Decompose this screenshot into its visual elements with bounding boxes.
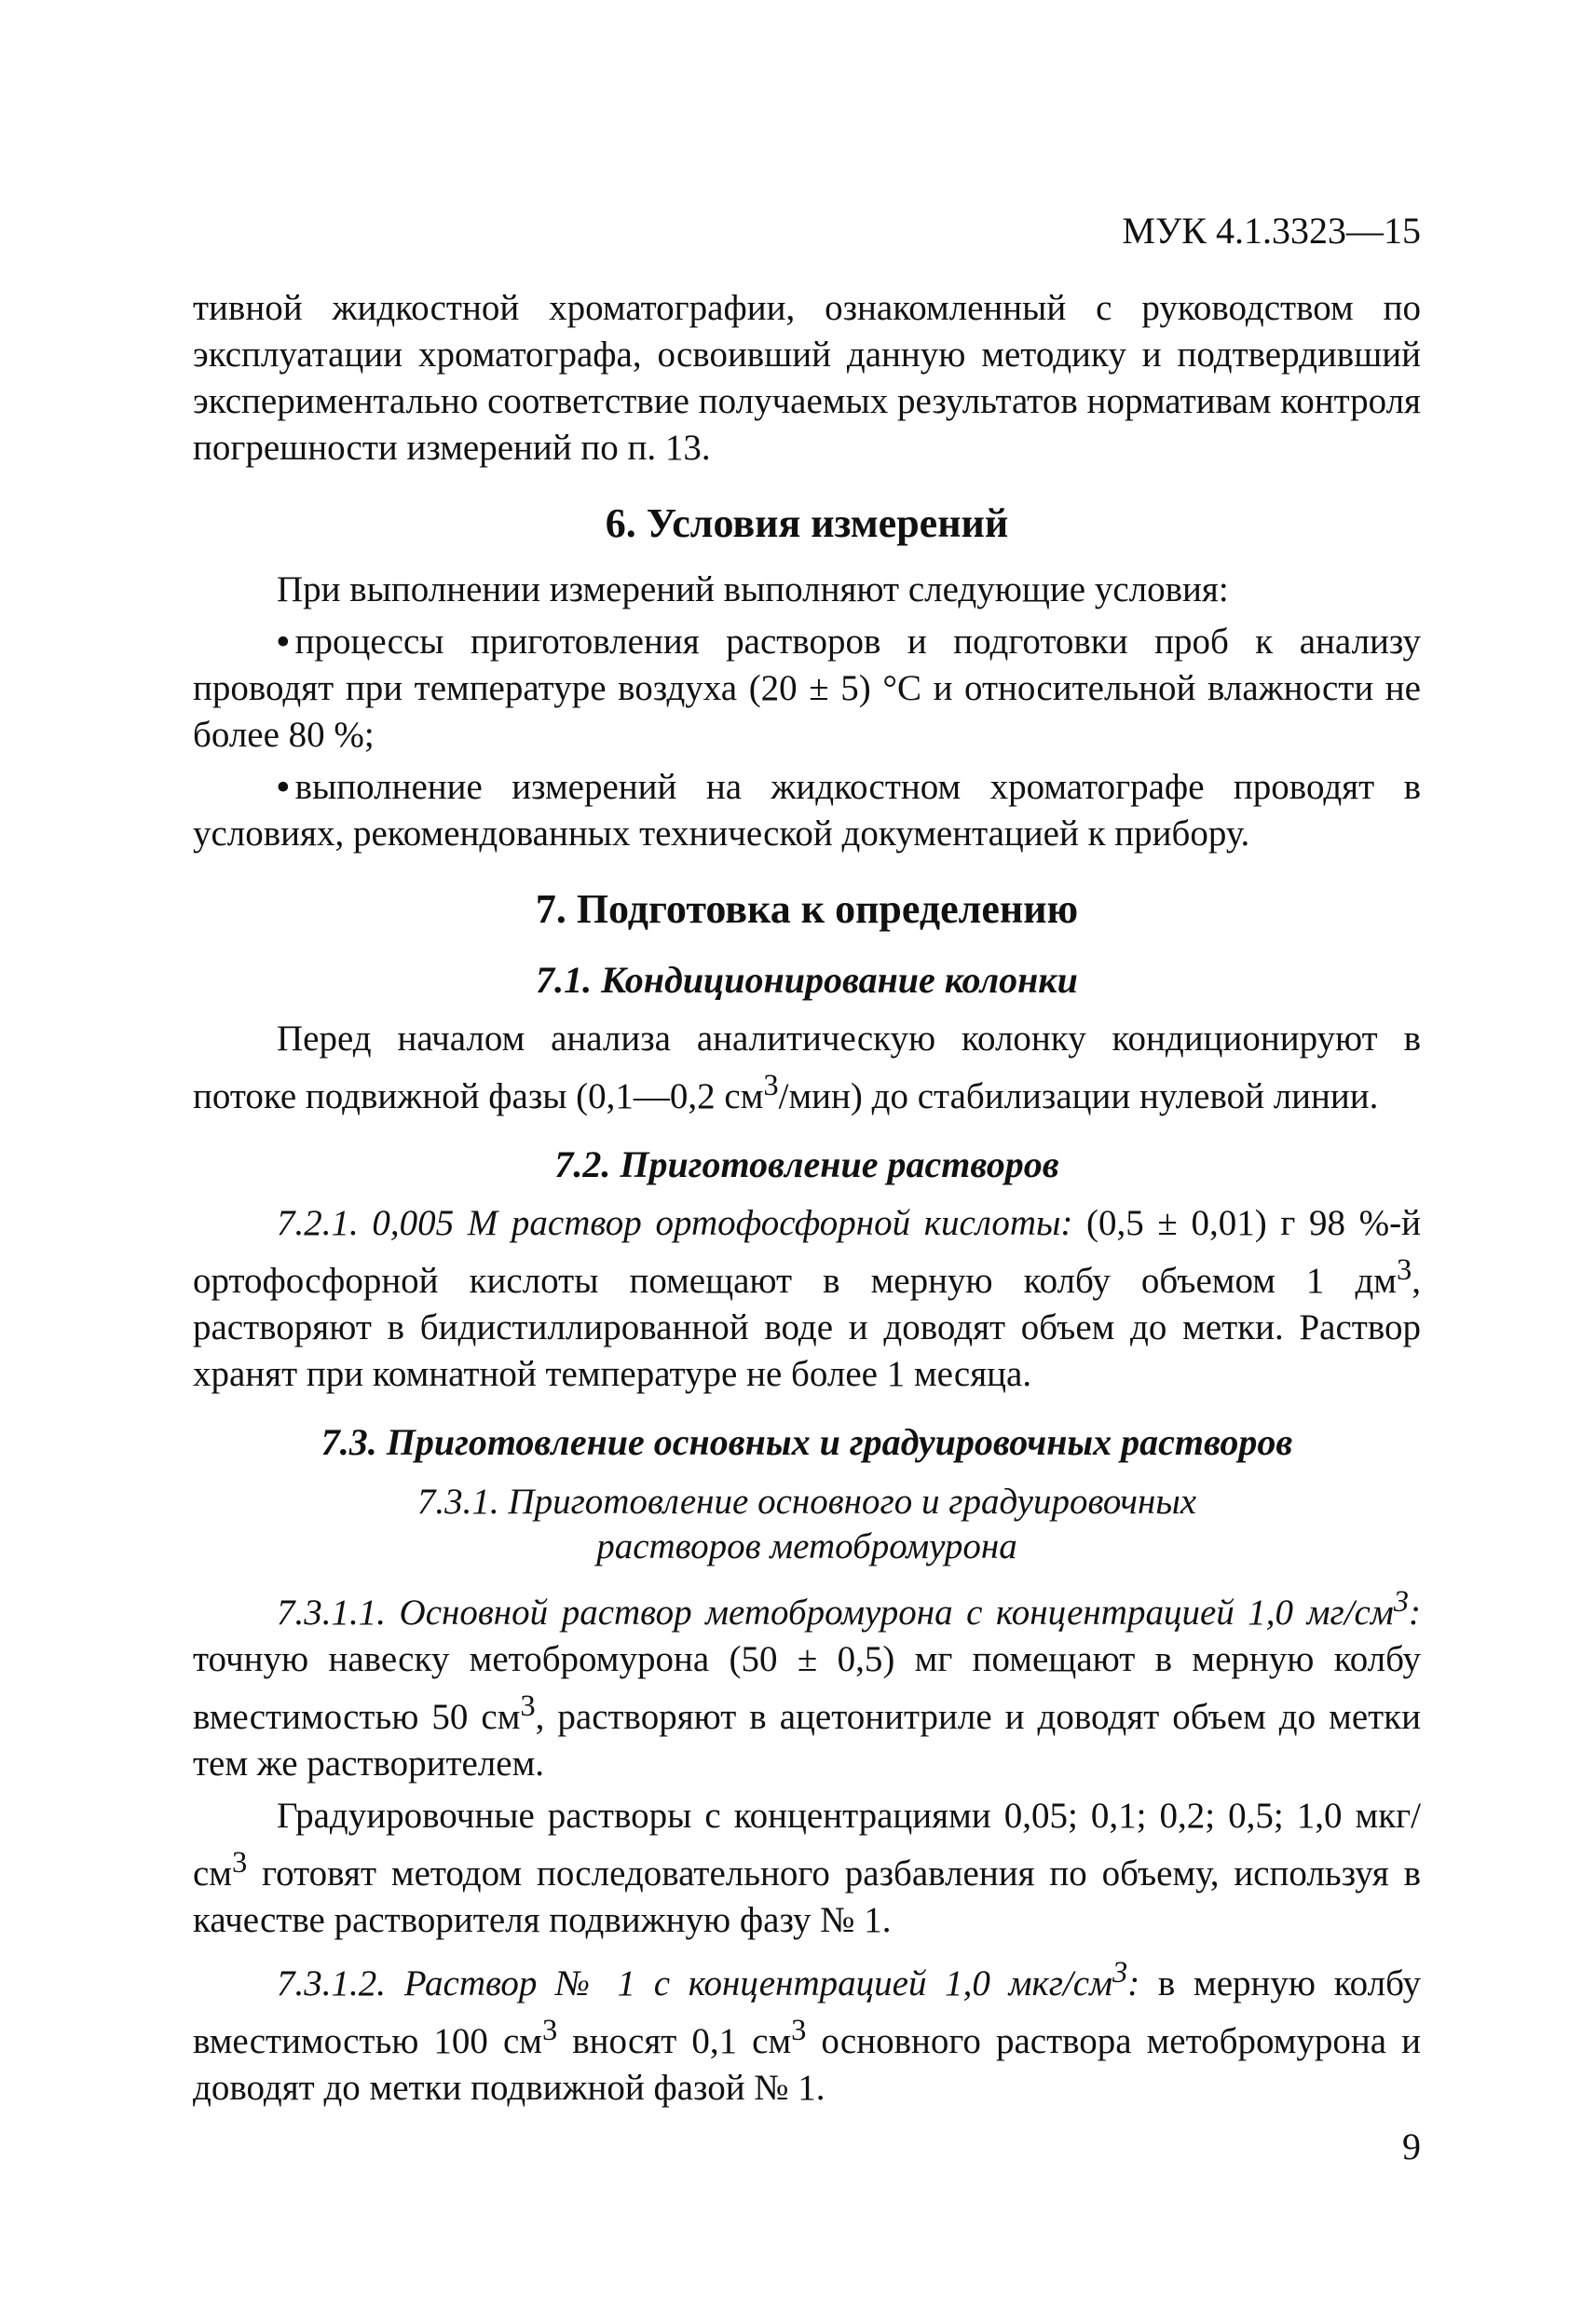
subsection-label: : <box>1127 1963 1140 2003</box>
text-run: /мин) до стабилизации нулевой линии. <box>778 1076 1379 1116</box>
superscript: 3 <box>520 1689 536 1723</box>
calibration-text <box>193 1793 1421 1944</box>
subsection-label: 7.3.1.2. Раствор № 1 с концентрацией 1,0 мкг/см <box>277 1963 1112 2003</box>
title-line: 7.3.1. Приготовление основного и градуировочных <box>416 1482 1197 1522</box>
section-7-2-title: 7.2. Приготовление растворов <box>554 1143 1059 1185</box>
superscript: 3 <box>763 1069 779 1102</box>
superscript: 3 <box>541 2014 558 2047</box>
section-7-2-1-text <box>193 1200 1421 1398</box>
bullet-text: выполнение измерений на жидкостном хроматографе проводят в условиях, рекомендованных технической документацией к прибору. <box>193 767 1421 854</box>
page-number: 9 <box>1402 2126 1421 2167</box>
text-run: Градуировочные растворы с концентрациями 0,05; 0,1; 0,2; 0,5; 1,0 мкг/см <box>193 1796 1421 1894</box>
subsection-label: : <box>1409 1593 1421 1633</box>
subsection-label: 7.3.1.1. Основной раствор метобромурона с концентрацией 1,0 мг/см <box>277 1593 1394 1633</box>
bullet-icon: • <box>277 622 290 662</box>
superscript: 3 <box>791 2014 807 2047</box>
document-code: МУК 4.1.3323—15 <box>1122 210 1421 252</box>
title-line: растворов метобромурона <box>596 1526 1017 1566</box>
section-6-lead: При выполнении измерений выполняют следующие условия: <box>277 569 1229 609</box>
section-6-title: 6. Условия измерений <box>605 500 1009 546</box>
section-6-bullet-1 <box>193 619 1421 759</box>
section-7-3-1-title <box>193 1480 1421 1569</box>
text-run: готовят методом последовательного разбавления по объему, используя в качестве растворителя подвижную фазу № 1. <box>193 1853 1421 1940</box>
superscript: 3 <box>1397 1253 1412 1287</box>
bullet-icon: • <box>277 767 290 807</box>
section-7-1-title: 7.1. Кондиционирование колонки <box>536 959 1078 1001</box>
superscript: 3 <box>1393 1585 1409 1619</box>
text-run: , растворяют в бидистиллированной воде и доводят объем до метки. Раствор хранят при комнатной температуре не более 1 месяца. <box>193 1261 1421 1394</box>
text-run: основного раствора метобромурона и доводят до метки подвижной фазой № 1. <box>193 2021 1422 2108</box>
text-run: (0,5 ± 0,01) г 98 %-й ортофосфорной кислоты помещают в мерную колбу объемом 1 дм <box>193 1203 1421 1301</box>
superscript: 3 <box>1112 1956 1128 1990</box>
text-run: в мерную колбу вместимостью 100 см <box>193 1963 1421 2061</box>
text-run: , растворяют в ацетонитриле и доводят объем до метки тем же растворителем. <box>193 1697 1421 1784</box>
text-run: точную навеску метобромурона (50 ± 0,5) мг помещают в мерную колбу вместимостью 50 см <box>193 1639 1421 1737</box>
subsection-label: 7.2.1. 0,005 М раствор ортофосфорной кислоты: <box>277 1203 1073 1243</box>
section-7-3-1-1-text <box>193 1579 1421 1787</box>
section-7-title: 7. Подготовка к определению <box>535 886 1079 932</box>
section-7-1-text <box>193 1016 1421 1120</box>
section-7-3-title: 7.3. Приготовление основных и градуировочных растворов <box>321 1421 1293 1463</box>
section-6-bullet-2 <box>193 764 1421 857</box>
superscript: 3 <box>232 1846 248 1880</box>
text-run: Перед началом анализа аналитическую колонку кондиционируют в потоке подвижной фазы (0,1—0,2 см <box>193 1019 1421 1116</box>
text-run: вносят 0,1 см <box>557 2021 792 2061</box>
section-7-3-1-2-text <box>193 1949 1421 2112</box>
intro-paragraph: тивной жидкостной хроматографии, ознакомленный с руководством по эксплуатации хроматографа, освоивший данную методику и подтвердивший экспериментально соответствие получаемых результатов нормативам контроля погрешности измерений по п. 13. <box>193 288 1421 468</box>
page-content <box>193 285 1421 2112</box>
bullet-text: процессы приготовления растворов и подготовки проб к анализу проводят при температуре воздуха (20 ± 5) °С и относительной влажности не более 80 %; <box>193 622 1421 755</box>
